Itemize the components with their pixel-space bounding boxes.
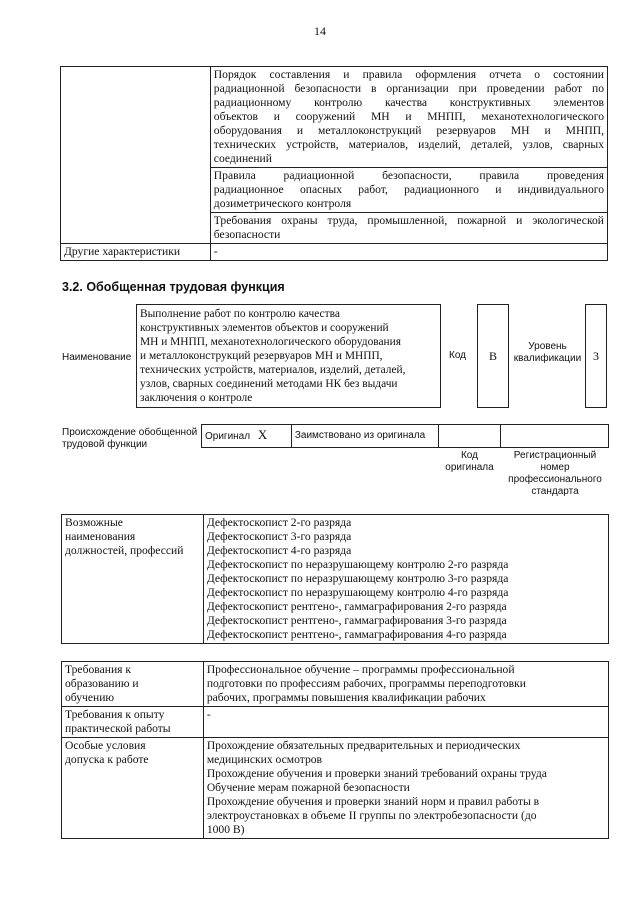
origin-label-line: трудовой функции bbox=[62, 439, 148, 450]
text-line: рабочих, программы повышения квалификации рабочих bbox=[206, 691, 486, 704]
text-line: узлов, сварных соединений методами НК без выдачи bbox=[140, 378, 398, 390]
text-line: Требования охраны труда, промышленной, пожарной и экологической bbox=[213, 214, 604, 227]
text-line: радиационное опасных работ, радиационного и индивидуального bbox=[213, 183, 604, 196]
label-line: Требования к bbox=[65, 663, 132, 676]
text-line: МН и МНПП, механотехнологического оборудования bbox=[140, 336, 401, 348]
list-item: Дефектоскопист 2-го разряда bbox=[206, 516, 352, 529]
reg-number-cell bbox=[501, 425, 609, 448]
level-value-box: 3 bbox=[585, 304, 607, 408]
label-line: обучению bbox=[65, 691, 115, 704]
table-cell: - bbox=[210, 244, 607, 261]
list-item: Дефектоскопист 4-го разряда bbox=[206, 544, 352, 557]
table-row bbox=[61, 244, 608, 261]
text-line: соединений bbox=[213, 152, 272, 165]
text-line: электроустановках в объеме II группы по электробезопасности (до bbox=[206, 809, 537, 822]
code-value-box: B bbox=[477, 304, 509, 408]
text-line: Прохождение обучения и проверки знаний норм и правил работы в bbox=[206, 795, 540, 808]
special-label-cell bbox=[62, 738, 204, 839]
original-label: Оригинал bbox=[205, 431, 251, 442]
table-row bbox=[62, 515, 609, 644]
origin-label bbox=[62, 427, 202, 451]
caption-line: Код bbox=[460, 450, 478, 461]
caption-line: номер bbox=[540, 462, 570, 473]
list-item: Дефектоскопист по неразрушающему контролю 3-го разряда bbox=[206, 572, 509, 585]
text-line: Правила радиационной безопасности, правила проведения bbox=[213, 169, 604, 182]
text-line: Обучение мерам пожарной безопасности bbox=[206, 781, 410, 794]
section-heading: 3.2. Обобщенная трудовая функция bbox=[62, 280, 285, 294]
text-line: оборудования и металлоконструкций резервуаров МН и МНПП, bbox=[213, 124, 604, 137]
origin-table bbox=[201, 424, 609, 448]
origin-label-line: Происхождение обобщенной bbox=[62, 427, 198, 438]
reg-caption bbox=[501, 450, 609, 498]
table-row bbox=[61, 67, 608, 168]
table-row bbox=[62, 707, 609, 738]
text-line: заключения о контроле bbox=[140, 392, 253, 404]
text-line: технических устройств, материалов, изделий, деталей, bbox=[140, 364, 406, 376]
text-line: технических устройств, материалов, изделий, деталей, узлов, сварных bbox=[213, 138, 604, 151]
text-line: 1000 В) bbox=[206, 823, 245, 836]
label-line: практической работы bbox=[65, 722, 171, 735]
origin-code-cell bbox=[438, 425, 501, 448]
requirements-table bbox=[61, 661, 609, 839]
list-item: Дефектоскопист рентгено-, гаммаграфирования 3-го разряда bbox=[206, 614, 507, 627]
label-line: образованию и bbox=[65, 677, 139, 690]
table-cell-empty bbox=[61, 67, 211, 244]
text-line: Выполнение работ по контролю качества bbox=[140, 308, 340, 320]
text-line: медицинских осмотров bbox=[206, 753, 323, 766]
knowledge-table bbox=[60, 66, 608, 261]
level-label bbox=[510, 341, 585, 365]
text-line: Профессиональное обучение – программы профессиональной bbox=[206, 663, 515, 676]
text-line: Прохождение обязательных предварительных и периодических bbox=[206, 739, 521, 752]
table-row bbox=[62, 738, 609, 839]
table-cell bbox=[210, 213, 607, 244]
level-label-line: Уровень bbox=[528, 341, 567, 352]
experience-value-cell: - bbox=[203, 707, 608, 738]
special-value-cell bbox=[203, 738, 608, 839]
text-line: объектов и сооружений МН и МНПП, механотехнологического bbox=[213, 110, 604, 123]
label-line: наименования bbox=[65, 530, 136, 543]
positions-table bbox=[61, 514, 609, 644]
original-cell bbox=[202, 425, 292, 448]
text-line: радиационной безопасности в организации при проведении работ по bbox=[213, 82, 604, 95]
original-mark: X bbox=[257, 427, 268, 442]
education-label-cell bbox=[62, 662, 204, 707]
label-line: допуска к работе bbox=[65, 753, 149, 766]
code-caption bbox=[438, 450, 501, 474]
experience-label-cell bbox=[62, 707, 204, 738]
label-line: Особые условия bbox=[65, 739, 146, 752]
caption-line: Регистрационный bbox=[513, 450, 597, 461]
text-line: Прохождение обучения и проверки знаний требований охраны труда bbox=[206, 767, 547, 780]
page-number: 14 bbox=[314, 24, 326, 38]
code-label: Код bbox=[449, 350, 467, 361]
list-item: Дефектоскопист по неразрушающему контролю 2-го разряда bbox=[206, 558, 509, 571]
positions-label-cell bbox=[62, 515, 204, 644]
education-value-cell bbox=[203, 662, 608, 707]
caption-line: профессионального bbox=[508, 474, 602, 485]
list-item: Дефектоскопист рентгено-, гаммаграфирования 2-го разряда bbox=[206, 600, 507, 613]
table-row bbox=[202, 425, 609, 448]
label-line: Возможные bbox=[65, 516, 123, 529]
list-item: Дефектоскопист 3-го разряда bbox=[206, 530, 352, 543]
text-line: Порядок составления и правила оформления отчета о состоянии bbox=[213, 68, 604, 81]
table-cell bbox=[210, 67, 607, 168]
text-line: подготовки по профессиям рабочих, программы переподготовки bbox=[206, 677, 526, 690]
name-label: Наименование bbox=[62, 352, 132, 363]
label-line: Требования к опыту bbox=[65, 708, 165, 721]
caption-line: стандарта bbox=[531, 486, 579, 497]
text-line: и металлоконструкций резервуаров МН и МНПП, bbox=[140, 350, 383, 362]
table-row bbox=[62, 662, 609, 707]
positions-list-cell bbox=[203, 515, 608, 644]
table-cell bbox=[210, 168, 607, 213]
borrowed-cell: Заимствовано из оригинала bbox=[291, 425, 438, 448]
list-item: Дефектоскопист по неразрушающему контролю 4-го разряда bbox=[206, 586, 509, 599]
text-line: дозиметрического контроля bbox=[213, 197, 352, 210]
label-line: должностей, профессий bbox=[65, 544, 184, 557]
text-line: конструктивных элементов объектов и сооружений bbox=[140, 322, 389, 334]
caption-line: оригинала bbox=[445, 462, 494, 473]
text-line: безопасности bbox=[213, 228, 281, 241]
level-label-line: квалификации bbox=[513, 353, 582, 364]
table-cell-label: Другие характеристики bbox=[61, 244, 211, 261]
function-name-box bbox=[136, 304, 441, 408]
list-item: Дефектоскопист рентгено-, гаммаграфирования 4-го разряда bbox=[206, 628, 507, 641]
text-line: радиационному контролю качества конструктивных элементов bbox=[213, 96, 604, 109]
